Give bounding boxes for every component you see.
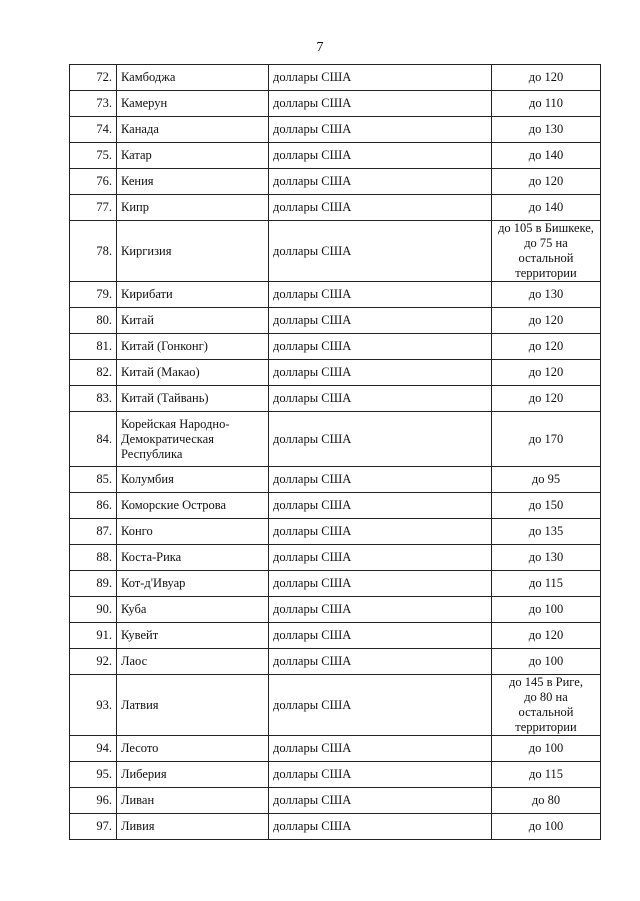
currency: доллары США <box>269 282 492 308</box>
table-row <box>70 597 601 623</box>
table-row <box>70 334 601 360</box>
rate-limit: до 135 <box>492 519 601 545</box>
currency: доллары США <box>269 545 492 571</box>
currency: доллары США <box>269 597 492 623</box>
country-name: Канада <box>117 117 269 143</box>
country-name: Китай (Гонконг) <box>117 334 269 360</box>
currency: доллары США <box>269 221 492 282</box>
currency: доллары США <box>269 571 492 597</box>
table-row <box>70 221 601 282</box>
page-number: 7 <box>316 40 324 55</box>
currency: доллары США <box>269 91 492 117</box>
row-number: 90. <box>70 597 117 623</box>
rate-limit: до 120 <box>492 169 601 195</box>
row-number: 84. <box>70 412 117 467</box>
country-name: Лаос <box>117 649 269 675</box>
table-row <box>70 282 601 308</box>
row-number: 97. <box>70 814 117 840</box>
rates-table <box>69 64 601 840</box>
rate-limit: до 100 <box>492 649 601 675</box>
country-name: Куба <box>117 597 269 623</box>
table-row <box>70 117 601 143</box>
currency: доллары США <box>269 386 492 412</box>
rate-limit: до 120 <box>492 623 601 649</box>
row-number: 86. <box>70 493 117 519</box>
country-name: Кения <box>117 169 269 195</box>
country-name: Ливан <box>117 788 269 814</box>
currency: доллары США <box>269 519 492 545</box>
row-number: 95. <box>70 762 117 788</box>
country-name: Либерия <box>117 762 269 788</box>
rate-limit: до 130 <box>492 282 601 308</box>
rate-limit: до 115 <box>492 762 601 788</box>
row-number: 80. <box>70 308 117 334</box>
country-name: Коморские Острова <box>117 493 269 519</box>
table-row <box>70 195 601 221</box>
rate-limit: до 120 <box>492 334 601 360</box>
row-number: 76. <box>70 169 117 195</box>
country-name: Китай <box>117 308 269 334</box>
rate-limit: до 140 <box>492 143 601 169</box>
rate-limit: до 130 <box>492 545 601 571</box>
country-name: Камбоджа <box>117 65 269 91</box>
table-row <box>70 360 601 386</box>
row-number: 78. <box>70 221 117 282</box>
currency: доллары США <box>269 412 492 467</box>
row-number: 92. <box>70 649 117 675</box>
rate-limit: до 120 <box>492 386 601 412</box>
rate-limit: до 120 <box>492 308 601 334</box>
table-row <box>70 762 601 788</box>
row-number: 81. <box>70 334 117 360</box>
currency: доллары США <box>269 788 492 814</box>
currency: доллары США <box>269 169 492 195</box>
table-row <box>70 519 601 545</box>
row-number: 72. <box>70 65 117 91</box>
country-name: Киргизия <box>117 221 269 282</box>
rate-limit: до 100 <box>492 814 601 840</box>
table-row <box>70 788 601 814</box>
currency: доллары США <box>269 143 492 169</box>
table-row <box>70 814 601 840</box>
row-number: 77. <box>70 195 117 221</box>
row-number: 91. <box>70 623 117 649</box>
row-number: 73. <box>70 91 117 117</box>
row-number: 93. <box>70 675 117 736</box>
currency: доллары США <box>269 649 492 675</box>
table-row <box>70 467 601 493</box>
table-row <box>70 308 601 334</box>
row-number: 79. <box>70 282 117 308</box>
rate-limit: до 105 в Бишкеке, до 75 на остальной территории <box>492 221 601 282</box>
country-name: Камерун <box>117 91 269 117</box>
country-name: Коста-Рика <box>117 545 269 571</box>
table-row <box>70 571 601 597</box>
currency: доллары США <box>269 493 492 519</box>
table-row <box>70 143 601 169</box>
country-name: Катар <box>117 143 269 169</box>
row-number: 89. <box>70 571 117 597</box>
rate-limit: до 95 <box>492 467 601 493</box>
country-name: Китай (Макао) <box>117 360 269 386</box>
currency: доллары США <box>269 623 492 649</box>
rate-limit: до 115 <box>492 571 601 597</box>
country-name: Кот-д'Ивуар <box>117 571 269 597</box>
currency: доллары США <box>269 814 492 840</box>
table-row <box>70 65 601 91</box>
country-name: Китай (Тайвань) <box>117 386 269 412</box>
country-name: Кувейт <box>117 623 269 649</box>
table-row <box>70 91 601 117</box>
rate-limit: до 80 <box>492 788 601 814</box>
country-name: Корейская Народно- Демократическая Республика <box>117 412 269 467</box>
rate-limit: до 100 <box>492 597 601 623</box>
rate-limit: до 170 <box>492 412 601 467</box>
table-row <box>70 545 601 571</box>
rate-limit: до 120 <box>492 65 601 91</box>
rate-limit: до 130 <box>492 117 601 143</box>
table-row <box>70 412 601 467</box>
country-name: Ливия <box>117 814 269 840</box>
rate-limit: до 140 <box>492 195 601 221</box>
table-row <box>70 649 601 675</box>
row-number: 82. <box>70 360 117 386</box>
row-number: 88. <box>70 545 117 571</box>
row-number: 83. <box>70 386 117 412</box>
country-name: Латвия <box>117 675 269 736</box>
rate-limit: до 150 <box>492 493 601 519</box>
rate-limit: до 110 <box>492 91 601 117</box>
country-name: Конго <box>117 519 269 545</box>
rate-limit: до 120 <box>492 360 601 386</box>
row-number: 75. <box>70 143 117 169</box>
currency: доллары США <box>269 65 492 91</box>
currency: доллары США <box>269 308 492 334</box>
currency: доллары США <box>269 736 492 762</box>
row-number: 87. <box>70 519 117 545</box>
row-number: 94. <box>70 736 117 762</box>
row-number: 74. <box>70 117 117 143</box>
currency: доллары США <box>269 195 492 221</box>
row-number: 96. <box>70 788 117 814</box>
table-row <box>70 623 601 649</box>
currency: доллары США <box>269 675 492 736</box>
table-row <box>70 169 601 195</box>
currency: доллары США <box>269 117 492 143</box>
country-name: Кипр <box>117 195 269 221</box>
currency: доллары США <box>269 762 492 788</box>
rates-table-body <box>70 65 601 840</box>
table-row <box>70 493 601 519</box>
country-name: Колумбия <box>117 467 269 493</box>
table-row <box>70 386 601 412</box>
table-row <box>70 675 601 736</box>
table-row <box>70 736 601 762</box>
country-name: Кирибати <box>117 282 269 308</box>
country-name: Лесото <box>117 736 269 762</box>
currency: доллары США <box>269 334 492 360</box>
rate-limit: до 145 в Риге, до 80 на остальной территории <box>492 675 601 736</box>
row-number: 85. <box>70 467 117 493</box>
currency: доллары США <box>269 467 492 493</box>
rate-limit: до 100 <box>492 736 601 762</box>
currency: доллары США <box>269 360 492 386</box>
